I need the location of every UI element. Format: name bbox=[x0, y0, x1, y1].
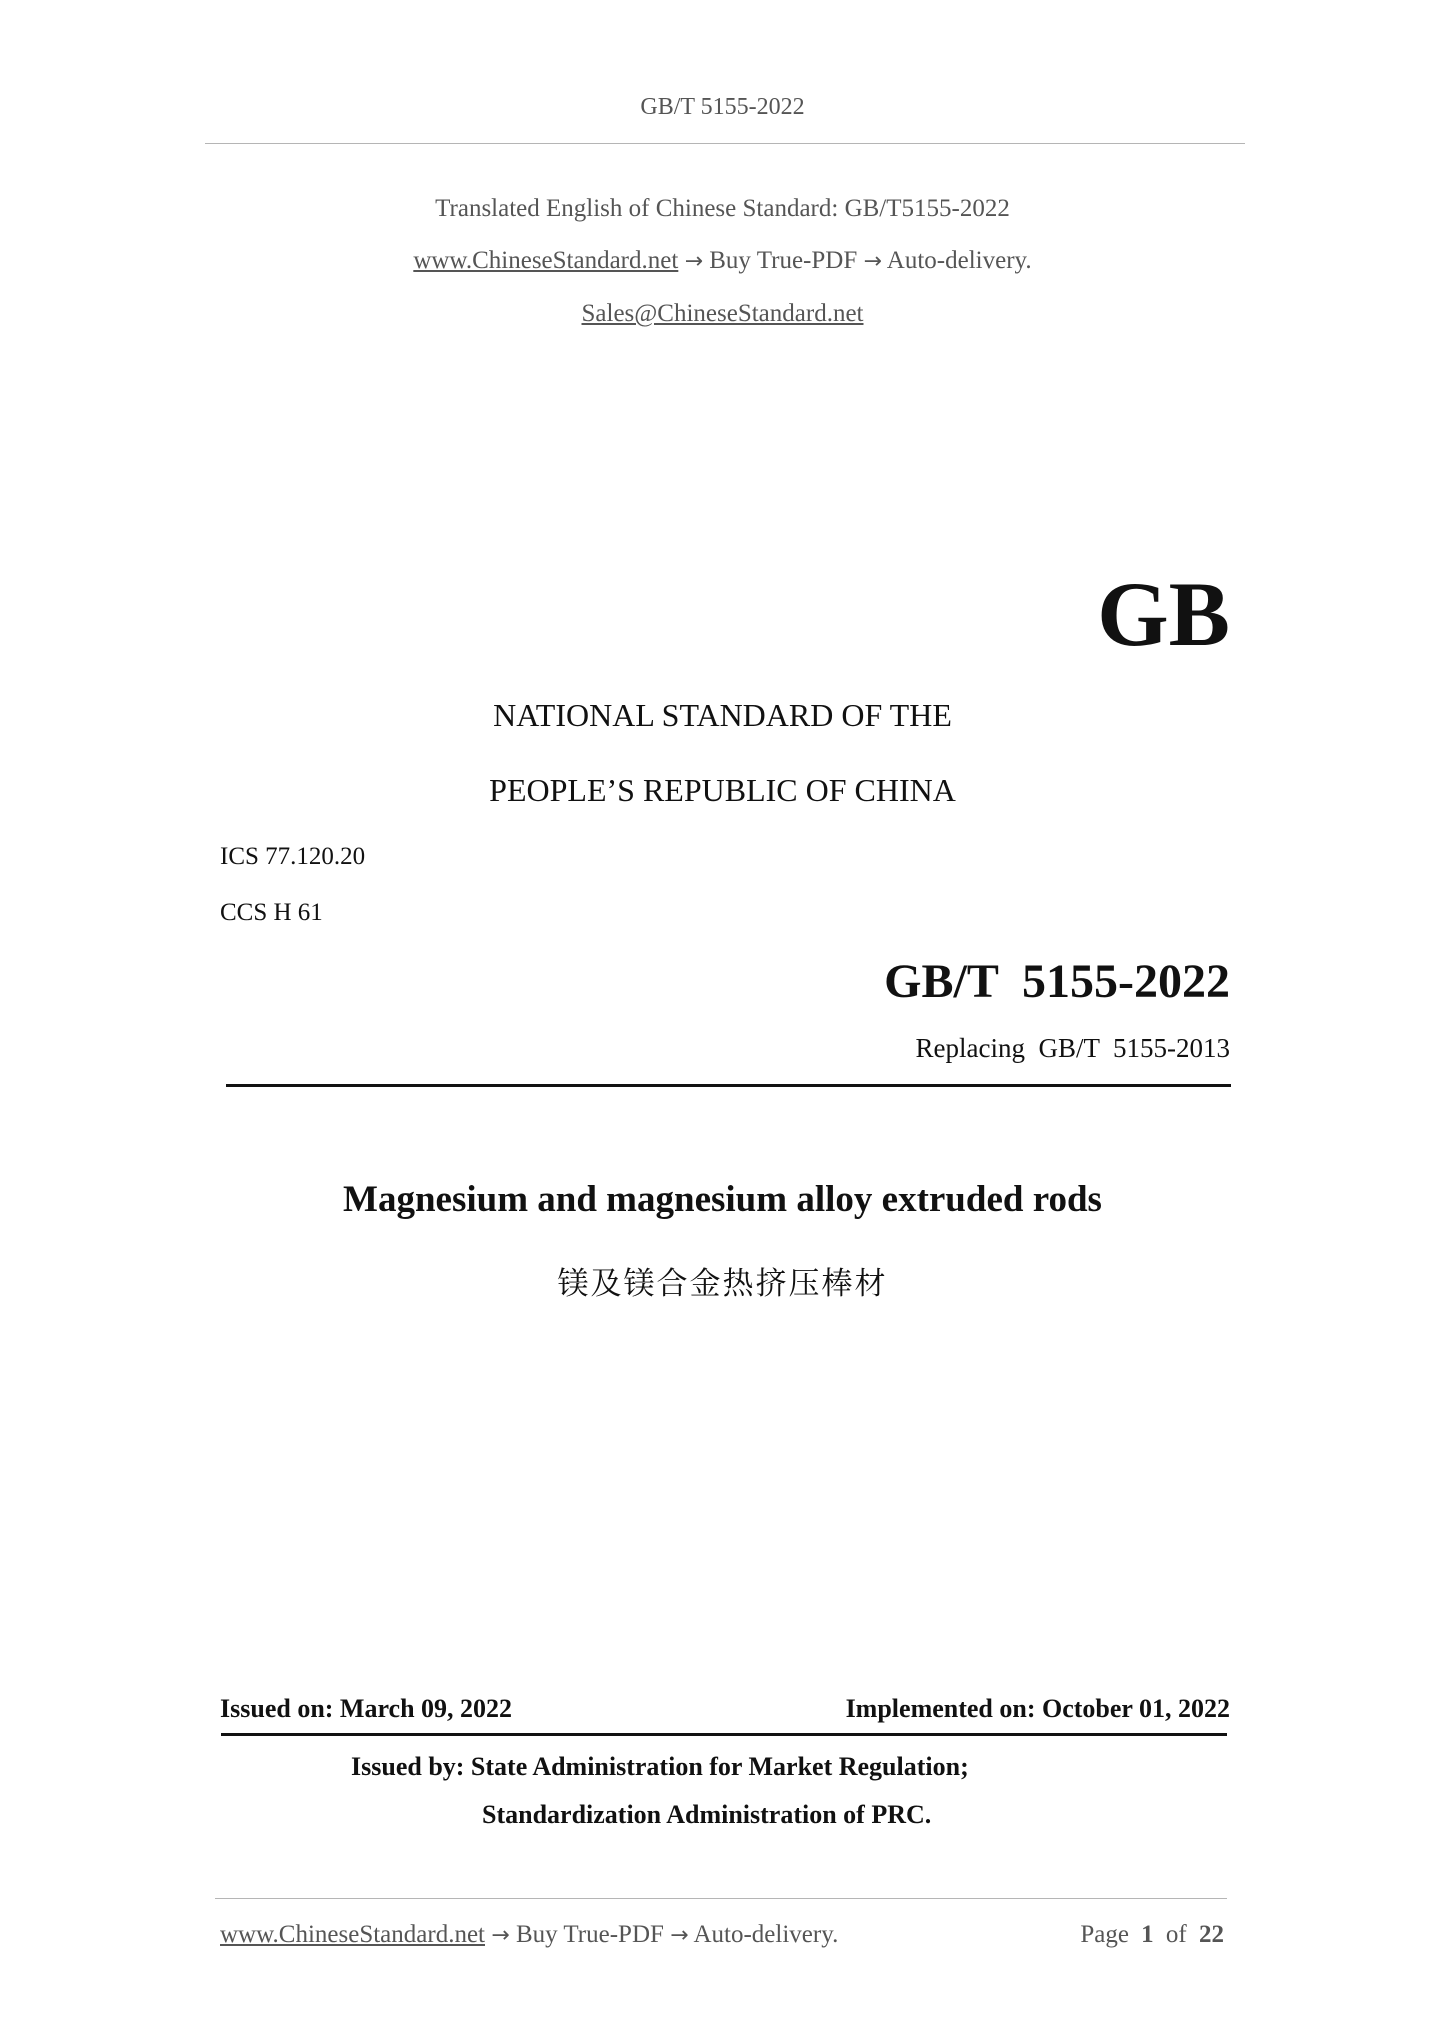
standard-number: GB/T 5155-2022 bbox=[884, 955, 1230, 1008]
replacing-standard: Replacing GB/T 5155-2013 bbox=[915, 1033, 1230, 1063]
site-link[interactable]: www.ChineseStandard.net bbox=[413, 247, 679, 274]
footer-delivery-text: Auto-delivery. bbox=[693, 1921, 839, 1948]
document-title-cn: 镁及镁合金热挤压棒材 bbox=[557, 1266, 888, 1302]
arrow-right-icon: → bbox=[863, 249, 882, 274]
ics-code: ICS 77.120.20 bbox=[220, 843, 366, 870]
issued-by-line1: Issued by: State Administration for Market Regulation; bbox=[351, 1752, 969, 1781]
footer-divider bbox=[215, 1898, 1227, 1899]
issued-by-line2: Standardization Administration of PRC. bbox=[482, 1800, 932, 1829]
page-of: of bbox=[1165, 1921, 1187, 1948]
arrow-right-icon: → bbox=[491, 1923, 510, 1948]
arrow-right-icon: → bbox=[670, 1923, 689, 1948]
national-standard-line2: PEOPLE’S REPUBLIC OF CHINA bbox=[489, 772, 956, 808]
page-indicator bbox=[1080, 1921, 1224, 1949]
purchase-line bbox=[0, 247, 1445, 275]
issue-divider bbox=[221, 1733, 1227, 1736]
page-label: Page bbox=[1080, 1921, 1129, 1948]
page-current: 1 bbox=[1141, 1921, 1154, 1948]
arrow-right-icon: → bbox=[684, 249, 703, 274]
title-divider bbox=[226, 1084, 1231, 1087]
delivery-text: Auto-delivery. bbox=[886, 247, 1032, 274]
national-standard-line1: NATIONAL STANDARD OF THE bbox=[493, 697, 952, 733]
running-header: GB/T 5155-2022 bbox=[640, 94, 805, 120]
header-divider bbox=[205, 143, 1245, 144]
footer-site-link[interactable]: www.ChineseStandard.net bbox=[220, 1921, 485, 1948]
gb-mark: GB bbox=[1097, 563, 1230, 665]
issued-on-date: Issued on: March 09, 2022 bbox=[220, 1694, 513, 1723]
translation-note: Translated English of Chinese Standard: GB/T5155-2022 bbox=[435, 195, 1010, 222]
footer-purchase-line bbox=[220, 1921, 838, 1949]
buy-text: Buy True-PDF bbox=[709, 247, 858, 274]
document-title-en: Magnesium and magnesium alloy extruded rods bbox=[343, 1179, 1102, 1220]
ccs-code: CCS H 61 bbox=[220, 899, 323, 926]
email-line bbox=[0, 300, 1445, 328]
implemented-on-date: Implemented on: October 01, 2022 bbox=[845, 1694, 1230, 1723]
footer-buy-text: Buy True-PDF bbox=[515, 1921, 664, 1948]
page-total: 22 bbox=[1199, 1921, 1224, 1948]
email-link[interactable]: Sales@ChineseStandard.net bbox=[581, 300, 864, 327]
